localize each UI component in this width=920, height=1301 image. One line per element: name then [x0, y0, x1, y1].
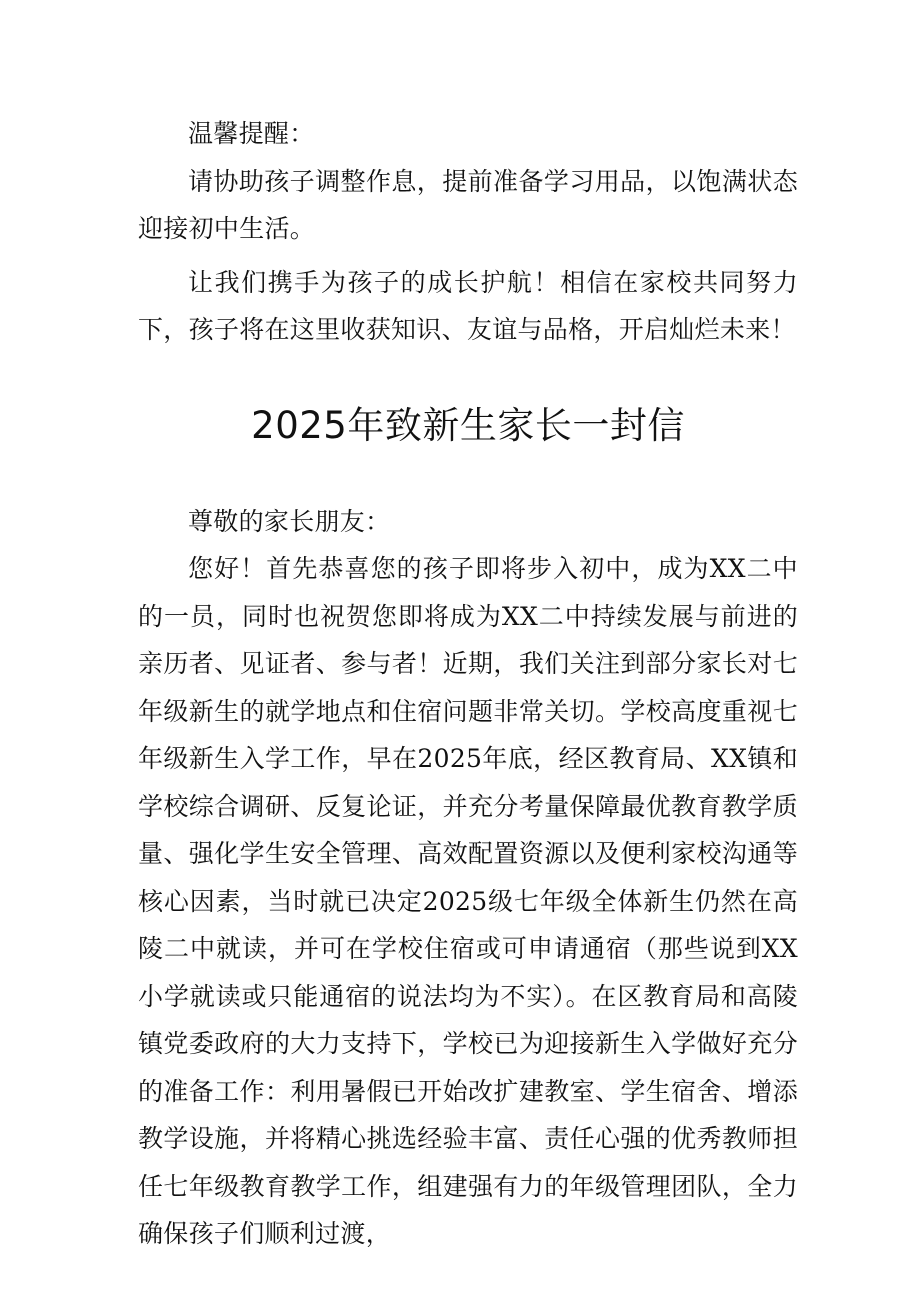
letter-body-paragraph: 您好！首先恭喜您的孩子即将步入初中，成为XX二中的一员，同时也祝贺您即将成为XX二中持续发展与前进的亲历者、见证者、参与者！近期，我们关注到部分家长对七年级新生的就学地点和住宿问题非常关切。学校高度重视七年级新生入学工作，早在2025年底，经区教育局、XX镇和学校综合调研、反复论证，并充分考量保障最优教育教学质量、强化学生安全管理、高效配置资源以及便利家校沟通等核心因素，当时就已决定2025级七年级全体新生仍然在高陵二中就读，并可在学校住宿或可申请通宿（那些说到XX小学就读或只能通宿的说法均为不实）。在区教育局和高陵镇党委政府的大力支持下，学校已为迎接新生入学做好充分的准备工作：利用暑假已开始改扩建教室、学生宿舍、增添教学设施，并将精心挑选经验丰富、责任心强的优秀教师担任七年级教育教学工作，组建强有力的年级管理团队，全力确保孩子们顺利过渡， — [138, 554, 798, 1248]
letter-title: 2025年致新生家长一封信 — [251, 403, 685, 447]
document-content — [138, 110, 798, 1258]
reminder-paragraph: 请协助孩子调整作息，提前准备学习用品，以饱满状态迎接初中生活。 — [138, 166, 798, 243]
closing-paragraph: 让我们携手为孩子的成长护航！相信在家校共同努力下，孩子将在这里收获知识、友谊与品格，开启灿烂未来！ — [138, 267, 798, 344]
reminder-heading: 温馨提醒： — [188, 119, 315, 148]
letter-salutation: 尊敬的家长朋友： — [188, 506, 391, 536]
